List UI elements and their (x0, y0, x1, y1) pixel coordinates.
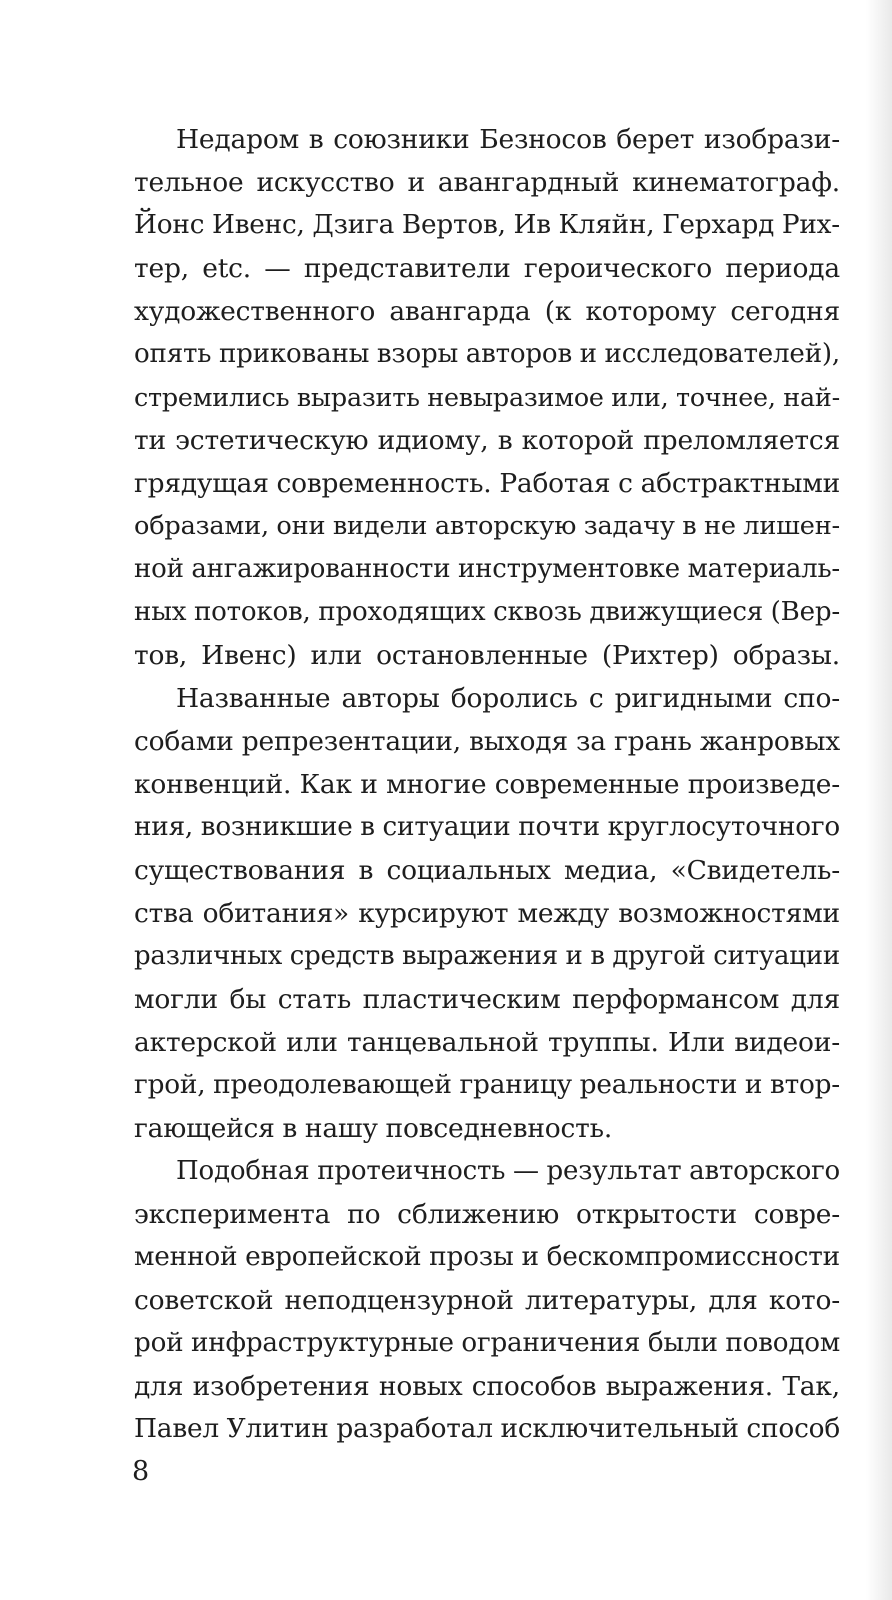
text-line: ных потоков, проходящих сквозь движущиеся (Вер- (134, 597, 840, 627)
text-line: различных средств выражения и в другой ситуации (134, 941, 840, 971)
page-number: 8 (132, 1456, 150, 1487)
text-line: ти эстетическую идиому, в которой преломляется (134, 425, 840, 456)
text-line: художественного авангарда (к которому сегодня (134, 296, 840, 327)
text-line: грой, преодолевающей границу реальности и втор- (134, 1070, 840, 1100)
text-line: ния, возникшие в ситуации почти круглосуточного (134, 812, 840, 842)
text-line: стремились выразить невыразимое или, точнее, най- (134, 382, 840, 412)
text-line: тов, Ивенс) или остановленные (Рихтер) образы. (134, 640, 840, 671)
text-line: ства обитания» курсируют между возможностями (134, 898, 840, 929)
text-line: Павел Улитин разработал исключительный способ (134, 1414, 840, 1444)
text-line: для изобретения новых способов выражения. Так, (134, 1371, 840, 1402)
text-line: Йонс Ивенс, Дзига Вертов, Ив Кляйн, Герхард Рих- (134, 210, 840, 240)
page-edge-shadow (866, 0, 892, 1600)
text-line: тельное искусство и авангардный кинематограф. (134, 167, 840, 198)
text-line: Недаром в союзники Безносов берет изобрази- (176, 124, 840, 155)
text-line: грядущая современность. Работая с абстрактными (134, 468, 840, 499)
text-line: советской неподцензурной литературы, для кото- (134, 1285, 840, 1316)
text-line: конвенций. Как и многие современные произведе- (134, 769, 840, 800)
text-line: существования в социальных медиа, «Свидетель- (134, 855, 840, 886)
text-line: опять прикованы взоры авторов и исследователей), (134, 339, 840, 369)
text-line: Подобная протеичность — результат авторского (176, 1156, 840, 1186)
text-line: ной ангажированности инструментовке материаль- (134, 554, 840, 584)
text-line: менной европейской прозы и бескомпромиссности (134, 1242, 840, 1272)
body-text (134, 118, 840, 1451)
text-line: гающейся в нашу повседневность. (134, 1113, 613, 1144)
text-line: эксперимента по сближению открытости совре- (134, 1199, 840, 1230)
text-line: тер, etc. — представители героического периода (134, 253, 840, 284)
text-line: могли бы стать пластическим перформансом для (134, 984, 840, 1015)
text-line: актерской или танцевальной труппы. Или видеои- (134, 1027, 840, 1058)
text-line: образами, они видели авторскую задачу в не лишен- (134, 511, 840, 541)
text-line: собами репрезентации, выходя за грань жанровых (134, 726, 840, 757)
text-line: Названные авторы боролись с ригидными спо- (176, 683, 840, 714)
text-line: рой инфраструктурные ограничения были поводом (134, 1328, 840, 1358)
